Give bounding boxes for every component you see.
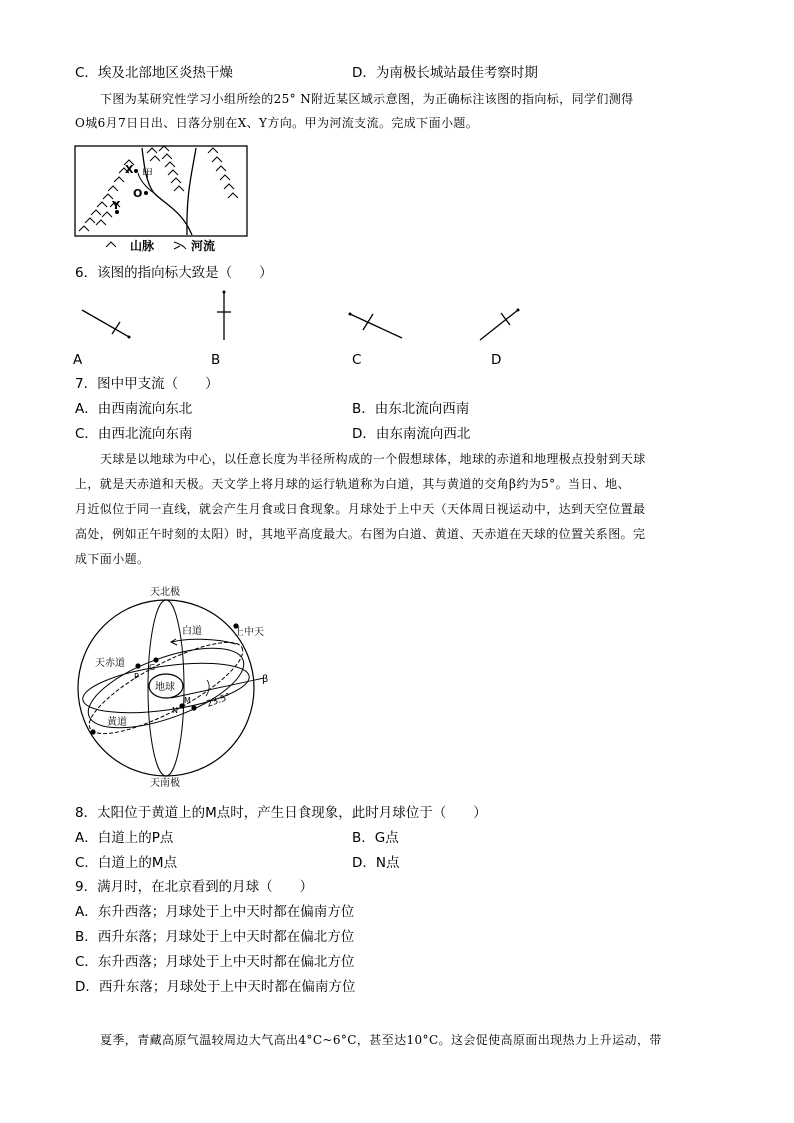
angle-arc [206,680,209,696]
main-river [142,148,192,235]
option-b: B．由东北流向西南 [352,401,470,417]
option-a: A．由西南流向东北 [75,401,193,417]
label-y: Y [112,199,120,212]
point-lower-left [90,729,95,734]
celestial-sphere-figure [76,580,276,790]
option-b: B．西升东落；月球处于上中天时都在偏北方位 [75,929,355,945]
passage-line: 成下面小题。 [75,552,150,566]
passage-line: 下图为某研究性学习小组所绘的25° N附近某区域示意图，为正确标注该图的指向标，同学们测得 [100,92,634,106]
option-b-label: B [211,352,221,368]
question-7-stem: 7．图中甲支流（ ） [75,376,219,392]
passage-line: 上，就是天赤道和天极。天文学上将月球的运行轨道称为白道，其与黄道的交角β约为5°。当日、地、 [75,477,630,491]
option-d: D．为南极长城站最佳考察时期 [352,65,538,81]
south-pole-label: 天南极 [150,778,180,789]
culmination-label: 上中天 [234,627,264,638]
question-6-stem: 6．该图的指向标大致是（ ） [75,265,273,281]
passage-line: 高处，例如正午时刻的太阳）时，其地平高度最大。右图为白道、黄道、天赤道在天球的位置关系图。完 [75,527,646,541]
compass-options [74,288,534,350]
passage-line: 月近似位于同一直线，就会产生月食或日食现象。月球处于上中天（天体周日视运动中，达到天空位置最 [75,502,646,516]
mountain-range-right [208,148,238,198]
river-east [187,148,196,235]
north-pole-label: 天北极 [150,587,180,598]
option-c-label: C [352,352,362,368]
option-c: C．白道上的M点 [75,855,178,871]
label-o: O [133,187,143,200]
legend-mountain-icon [106,242,116,247]
legend-mountain-label: 山脉 [130,239,155,253]
region-map-figure [74,145,250,257]
option-d: D．由东南流向西北 [352,426,471,442]
option-a: A．东升西落；月球处于上中天时都在偏南方位 [75,904,355,920]
label-jia: 甲 [142,167,153,180]
passage-line: 天球是以地球为中心，以任意长度为半径所构成的一个假想球体，地球的赤道和地理极点投射到天球 [100,452,646,466]
point-o [144,191,148,195]
label-m: M [184,696,191,705]
legend-river-label: 河流 [191,239,216,253]
option-d: D．西升东落；月球处于上中天时都在偏南方位 [75,979,356,995]
passage-line: O城6月7日日出、日落分别在X、Y方向。甲为河流支流。完成下面小题。 [75,116,479,130]
point-m [191,705,196,710]
option-d: D．N点 [352,855,400,871]
label-n: N [172,706,178,715]
point-g [153,657,158,662]
compass-option-b-icon [217,291,231,341]
compass-option-d-icon [480,309,520,341]
label-g: G [149,663,156,672]
map-frame [75,146,247,236]
label-p: P [134,672,139,681]
beta-label: β [262,674,269,685]
moon-path-label: 白道 [182,626,202,637]
angle-label: 23.5° [205,692,233,710]
option-c: C．由西北流向东南 [75,426,193,442]
option-a: A．白道上的P点 [75,830,174,846]
option-c: C．埃及北部地区炎热干燥 [75,65,233,81]
option-a-label: A [73,352,83,368]
option-c: C．东升西落；月球处于上中天时都在偏北方位 [75,954,355,970]
beta-line [171,678,264,698]
question-8-stem: 8．太阳位于黄道上的M点时，产生日食现象，此时月球位于（ ） [75,805,487,821]
point-x [134,169,138,173]
label-x: X [125,163,134,176]
point-p [135,663,140,668]
ecliptic-label: 黄道 [107,717,127,728]
earth-label: 地球 [155,682,175,693]
passage-line: 夏季，青藏高原气温较周边大气高出4°C~6°C，甚至达10°C。这会促使高原面出现热力上升运动，带 [100,1033,662,1047]
question-9-stem: 9．满月时，在北京看到的月球（ ） [75,879,314,895]
compass-option-c-icon [349,313,403,339]
compass-option-a-icon [82,310,131,339]
option-d-label: D [491,352,502,368]
option-b: B．G点 [352,830,399,846]
celestial-equator-label: 天赤道 [95,658,125,669]
